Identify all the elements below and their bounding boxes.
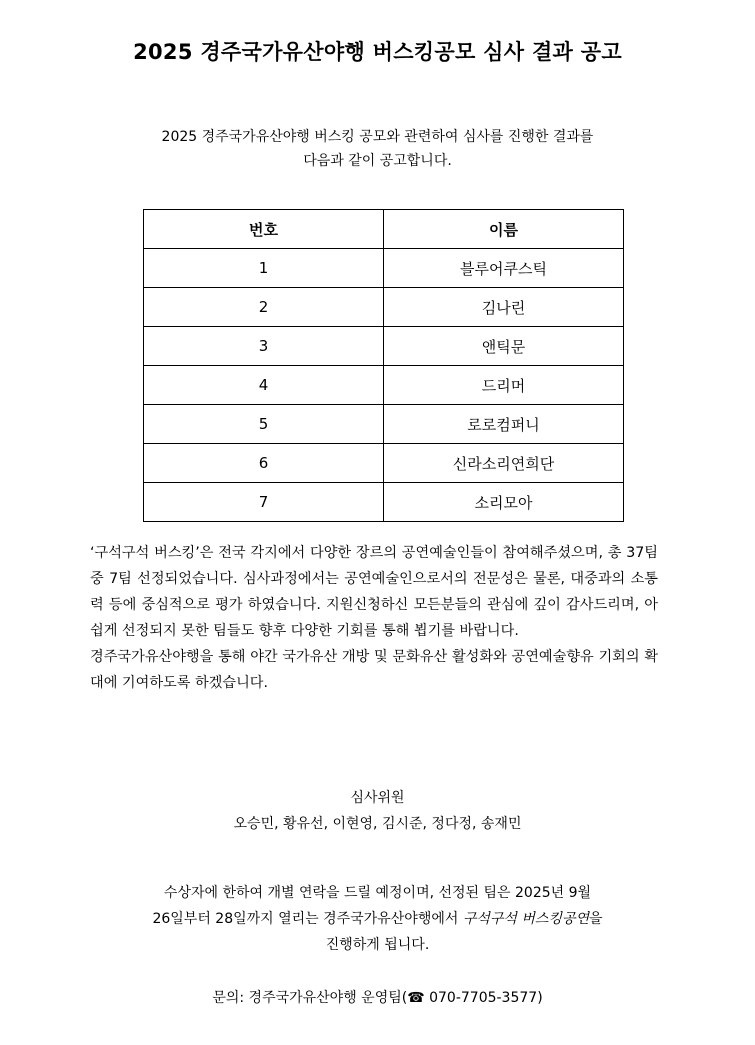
notice-line-3: 진행하게 됩니다. [325, 937, 430, 953]
notice-line-2-end: 을 [589, 911, 603, 927]
header-number: 번호 [144, 210, 384, 249]
judges-names: 오승민, 황유선, 이현영, 김시준, 정다정, 송재민 [233, 816, 522, 832]
row-team-name: 소리모아 [384, 483, 624, 522]
intro-text [0, 125, 755, 173]
row-number: 7 [144, 483, 384, 522]
body-paragraph-2: 경주국가유산야행을 통해 야간 국가유산 개방 및 문화유산 활성화와 공연예술향유 기회의 확대에 기여하도록 하겠습니다. [90, 649, 658, 691]
row-team-name: 블루어쿠스틱 [384, 249, 624, 288]
row-team-name: 김나린 [384, 288, 624, 327]
row-number: 6 [144, 444, 384, 483]
notice-text [0, 880, 755, 958]
judges-section [0, 785, 755, 837]
event-name-emphasis: 구석구석 버스킹공연 [462, 911, 590, 927]
row-number: 4 [144, 366, 384, 405]
table-row [144, 249, 624, 288]
table-row [144, 366, 624, 405]
page-title: 2025 경주국가유산야행 버스킹공모 심사 결과 공고 [133, 40, 622, 64]
intro-line-1: 2025 경주국가유산야행 버스킹 공모와 관련하여 심사를 진행한 결과를 [161, 129, 594, 145]
header-name: 이름 [384, 210, 624, 249]
judges-heading: 심사위원 [350, 790, 405, 806]
body-text [90, 540, 658, 696]
row-team-name: 드리머 [384, 366, 624, 405]
row-number: 3 [144, 327, 384, 366]
notice-line-2 [0, 906, 755, 932]
row-team-name: 신라소리연희단 [384, 444, 624, 483]
table-row [144, 288, 624, 327]
contact-info: 문의: 경주국가유산야행 운영팀(☎ 070-7705-3577) [212, 990, 543, 1006]
table-row [144, 327, 624, 366]
notice-line-1: 수상자에 한하여 개별 연락을 드릴 예정이며, 선정된 팀은 2025년 9월 [163, 885, 592, 901]
results-table [143, 209, 624, 522]
table-header-row [144, 210, 624, 249]
table-row [144, 444, 624, 483]
row-number: 2 [144, 288, 384, 327]
row-number: 1 [144, 249, 384, 288]
row-number: 5 [144, 405, 384, 444]
intro-line-2: 다음과 같이 공고합니다. [303, 153, 452, 169]
row-team-name: 로로컴퍼니 [384, 405, 624, 444]
body-paragraph-1: ‘구석구석 버스킹’은 전국 각지에서 다양한 장르의 공연예술인들이 참여해주셨으며, 총 37팀 중 7팀 선정되었습니다. 심사과정에서는 공연예술인으로서의 전문성은 물론, 대중과의 소통력 등에 중심적으로 평가 하였습니다. 지원신청하신 모든분들의 관심에 깊이 감사드리며, 아쉽게 선정되지 못한 팀들도 향후 다양한 기회를 통해 뵙기를 바랍니다. [90, 545, 658, 639]
table-row [144, 405, 624, 444]
table-row [144, 483, 624, 522]
row-team-name: 앤틱문 [384, 327, 624, 366]
notice-line-2-start: 26일부터 28일까지 열리는 경주국가유산야행에서 [152, 911, 463, 927]
